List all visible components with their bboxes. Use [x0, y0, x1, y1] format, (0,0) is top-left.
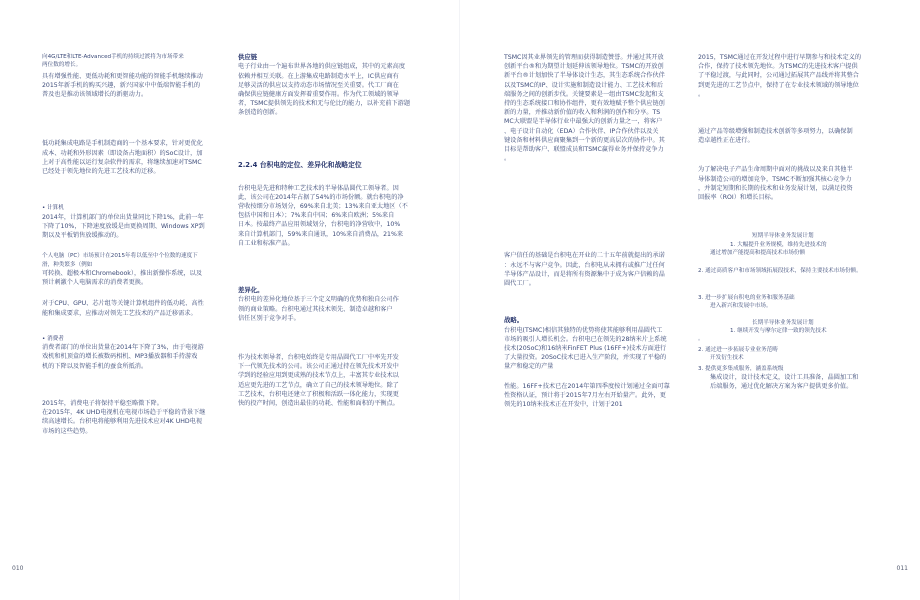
text-line: TSMC因其业界领先的管理而获得制造赞誉。并通过其开放: [504, 54, 664, 61]
plan-item: 2. 通过进一步拓展专业业务范畴: [698, 346, 778, 353]
text-line: 能和集成要求，应推动对领先工艺技术的产品迁移需求。: [42, 309, 197, 317]
text-line: 了大量投资。20SoC技术已进入生产阶段，并实现了平稳的: [504, 354, 667, 362]
text-line: 新平台®计划加快了半导体设计生态，其生态系统合作伙伴: [504, 72, 665, 80]
consumer-section: [42, 335, 232, 371]
customer-trust-paragraph: [504, 251, 696, 288]
text-line: 目标是帮助客户、联盟成员和TSMC赢得业务并保持竞争力: [504, 146, 664, 154]
plan-item: 通过增加产能提高和提高技术市场份额: [710, 250, 806, 257]
text-line: 消费者部门的单位出货量在2014年下降了3%，由于电视游: [42, 344, 204, 352]
text-line: 适应更先进的工艺节点，确立了自己的技术领导地位。除了: [238, 381, 399, 389]
text-line: 量产和稳定的产量: [504, 363, 554, 371]
text-line: 通过产品等级增强和制造技术创新等多项努力，以确保制: [698, 128, 853, 136]
text-line: 了平稳过渡，与此同时，公司通过拓展其产品线并将其整合: [698, 72, 859, 80]
text-line: 导体制造公司的增加竞争，TSMC不断加强其核心竞争力: [698, 175, 852, 183]
differentiation-section: [238, 286, 430, 323]
text-line: 台积电的差异化地位基于三个定义明确的优势和独自公司作: [238, 296, 399, 304]
plan-item: 1. 大幅提升业务规模，维持先进技术的: [730, 241, 827, 248]
plan-item: 3. 进一步扩展台积电的业务和服务基础: [698, 294, 795, 301]
text-line: 在2015年，4K UHD电视机在电视市场趋于平稳的背景下继: [42, 409, 206, 417]
text-line: 戏机和机顶盒的增长被数码相机、MP3播放器和手持游戏: [42, 353, 198, 361]
text-line: 。: [504, 155, 511, 163]
text-line: 足够灵活的供应以支持动态市场情况至关重要。代工厂商在: [238, 81, 399, 89]
text-line: 日本。按最终产品应用领域划分，台积电的净营收中，10%: [238, 221, 401, 229]
text-line: 自工业和标准产品。: [238, 239, 294, 247]
text-line: 学到的经验应用到更成熟的技术节点上，丰富其专业技术以: [238, 372, 399, 380]
supply-chain-heading: 供应链: [238, 53, 258, 61]
text-line: 领先的10纳米技术正在开发中，计划于201: [504, 401, 623, 409]
plan-item: 进入新兴和发展中市场。: [710, 303, 772, 310]
text-line: 以及TSMC的IP、设计实施和制造设计能力、工艺技术和后: [504, 81, 664, 89]
text-line: 台积电(TSMC)相信其独特的优势将使其能够利用晶圆代工: [504, 326, 663, 334]
differentiation-heading: 差异化。: [238, 286, 264, 295]
text-line: 机的下降以及智能手机的蚕食所抵消。: [42, 362, 148, 370]
text-line: 。: [698, 90, 705, 98]
text-line: 新的力量，并推动新价值的收入和利润的创作和分享。TS: [504, 109, 661, 117]
text-line: 信任区别于竞争对手。: [238, 314, 300, 322]
text-line: 2015年，消费电子将保持平稳至略微下降。: [42, 399, 163, 407]
text-line: 营收按细分市场划分，69%来自北美；13%来自亚太地区（不: [238, 203, 408, 211]
text-line: 键设备和材料供应商聚集到一个新的更高层次的协作中。其: [504, 136, 665, 144]
text-line: 领的商业策略。台积电通过其技术领先、制造卓越和客户: [238, 305, 393, 313]
text-line: 工艺技术，台积电还建立了积极和活跃一体化能力，实现更: [238, 390, 399, 398]
text-line: 市场的吸引人增长机会。台积电已在领先的28纳米片上系统: [504, 335, 667, 343]
text-line: 包括中国和日本）；7%来自中国；6%来自欧洲；5%来自: [238, 212, 395, 220]
text-line: 圆代工厂。: [504, 280, 535, 288]
open-innovation-paragraph: [504, 53, 696, 163]
text-line: 端服务之间的创新步伐。关键要素是一组由TSMC发起和支: [504, 90, 664, 98]
column-2: [238, 53, 430, 408]
text-line: 滑，种类繁多（例如: [42, 261, 93, 268]
text-line: ：永远不与客户竞争。因此，台积电从未拥有或推广过任何: [504, 261, 665, 269]
text-line: 持的生态系统接口和协作组件，更有效地赋予整个供应链创: [504, 100, 665, 108]
low-power-paragraph: [42, 139, 232, 176]
computer-section: [42, 204, 232, 240]
bullet-heading-consumer: • 消费者: [42, 335, 64, 342]
text-line: 为了解决电子产品生命周期中面对的挑战以及来自其他半: [698, 166, 853, 174]
text-line: 依赖并相互关联。在上游集成电路制造水平上，IC供应商有: [238, 72, 399, 80]
pc-market-paragraph: [42, 252, 232, 287]
text-line: 半导体产品设计，而是将所有资源集中于成为客户信赖的晶: [504, 270, 665, 278]
column-4: [698, 53, 894, 392]
page-number-left: 010: [12, 565, 24, 572]
text-line: 普及也是推动该领域增长的新驱动力。: [42, 91, 148, 99]
text-line: 上对于高性能以运行复杂软件的需求，将继续加速对TSMC: [42, 158, 202, 166]
page-number-right: 011: [896, 565, 908, 572]
text-line: 造卓越性正在进行。: [698, 137, 754, 145]
text-line: 来自计算机部门，59%来自通讯，10%来自消费品，21%来: [238, 230, 404, 238]
text-line: 快的投产时间，创造出最佳的功耗、性能和面积的平衡点。: [238, 400, 399, 408]
column-3: [504, 53, 696, 409]
pc-components-paragraph: [42, 299, 232, 317]
text-line: 下一代领先技术的公司。该公司正通过持在领先技术开发中: [238, 363, 399, 371]
section-title: 2.2.4 台积电的定位、差异化和战略定位: [238, 160, 362, 169]
text-line: 性资格认证，预计将于2015年7月左右开始量产。此外，更: [504, 391, 666, 399]
text-line: MC大联盟是半导体行业中最强大的创新力量之一，将客户: [504, 118, 663, 126]
plan-item: 。: [698, 336, 704, 343]
plan-item: 后端服务，通过优化解决方案为客户提供更多价值。: [710, 383, 853, 391]
text-line: 作为技术领导者，台积电始终是专用晶圆代工厂中率先开发: [238, 354, 399, 362]
plan-item: 集成设计，设计技术定义，设计工具准备，晶圆加工和: [710, 374, 859, 382]
column-1: [42, 53, 232, 436]
manufacturing-excellence-paragraph: [698, 127, 894, 145]
text-line: 对于CPU、GPU、芯片组等关键计算机组件的低功耗、高性: [42, 300, 204, 308]
right-page: [460, 0, 920, 600]
plan-item: 3. 提供更多集成服务，涵盖系统级: [698, 365, 784, 372]
text-line: 客户信任的基础是台积电在开业的二十五年前就提出的承诺: [504, 252, 665, 260]
text-line: 确保供应链健康方面发挥着重要作用。作为代工领域的领导: [238, 91, 399, 99]
text-line: 2014年，计算机部门的单位出货量同比下降1%，此前一年: [42, 213, 204, 221]
text-line: 性能。16FF+技术已在2014年第四季度按计划通过全面可靠: [504, 382, 670, 390]
supply-chain-section: [238, 53, 430, 118]
intro-paragraph: [42, 53, 232, 70]
positioning-section: [238, 160, 430, 248]
long-term-plan: [698, 319, 894, 392]
text-line: 合作，保持了技术领先地位。为TSMC的先进技术客户提供: [698, 63, 858, 71]
text-line: 低功耗集成电路是手机制造商的一个基本要求，针对更优化: [42, 140, 203, 148]
text-line: 期以及平板销售放缓推动的。: [42, 232, 123, 240]
text-line: 已经处于领先地位的先进工艺技术的迁移。: [42, 168, 160, 176]
long-term-plan-title: 长期半导体业务发展计划: [752, 319, 814, 326]
text-line: 台积电是先进和特种工艺技术的半导体晶圆代工领导者。因: [238, 184, 399, 192]
text-line: 此，该公司在2014年占据了54%的市场份额。就台积电的净: [238, 193, 404, 201]
text-line: 续高速增长。台积电将能够利用先进技术应对4K UHD电视: [42, 418, 203, 426]
text-line: 成本、功耗和外形因素（即设备占地面积）的SoC设计，加: [42, 149, 203, 157]
tech-leadership-2015-paragraph: [698, 53, 894, 99]
text-line: 具有增强性能、更低功耗和更智能功能的智能手机继续推动: [42, 72, 203, 80]
text-line: 技术(20SoC)和16纳米FinFET Plus (16FF+)技术方面进行: [504, 345, 667, 353]
text-line: 创新平台®和为期望计划延伸该领导地位。TSMC的开放创: [504, 63, 664, 71]
tech-leadership-paragraph: [238, 353, 430, 408]
plan-item: 开发衍生技术: [710, 355, 744, 362]
text-line: 电子行业由一个遍布世界各地的供应链组成，其中的元素高度: [238, 63, 406, 71]
text-line: 预计刺激个人电脑需求的消费者更换。: [42, 279, 148, 287]
text-line: 2015年新手机的购买兴趣，新兴国家中中低端智能手机的: [42, 82, 201, 90]
text-line: 、电子设计自动化（EDA）合作伙伴、IP合作伙伴以及关: [504, 127, 659, 135]
text-line: 下降了10%，下降速度放缓是由更换周期、Windows XP到: [42, 222, 205, 230]
text-line: 回报率（ROI）和增长目标。: [698, 194, 778, 202]
strategy-section: [504, 316, 696, 371]
text-line: 到更先进的工艺节点中，保持了在专业技术领域的领导地位: [698, 81, 859, 89]
short-term-plan-title: 短期半导体业务发展计划: [752, 233, 814, 240]
smartphone-paragraph: [42, 72, 232, 100]
text-line: 两位数的增长。: [42, 62, 82, 69]
text-line: 2015，TSMC通过在开发过程中进行早期参与和技术定义的: [698, 54, 862, 61]
plan-item: 2. 通过高质客户和市场领域拓展段技术，保持主要技术市场份额。: [698, 268, 862, 275]
text-line: ，并制定短期和长期的技术和业务发展计划，以满足投资: [698, 184, 853, 192]
consumer-outlook-paragraph: [42, 399, 232, 436]
text-line: 向4G/LTE和LTE-Advanced手机的持续过渡将为市场带来: [42, 54, 184, 60]
text-line: 可转换、超极本和Chromebook），推出新操作系统，以及: [42, 270, 203, 278]
plan-item: 1. 继续开发与摩尔定律一致的领先技术: [730, 328, 827, 335]
strategy-heading: 战略。: [504, 316, 524, 325]
text-line: 条创造的创新。: [238, 109, 282, 117]
short-term-plan: [698, 232, 894, 310]
text-line: 者，TSMC提供领先的技术和无与伦比的能力，以补充前下游题: [238, 100, 411, 108]
strategy-continued-paragraph: [504, 382, 696, 410]
text-line: 个人电脑（PC）市场预计在2015年将以低至中个位数的速度下: [42, 253, 198, 260]
core-competency-paragraph: [698, 165, 894, 202]
bullet-heading-computer: • 计算机: [42, 205, 64, 212]
text-line: 市场的这些趋势。: [42, 427, 92, 435]
